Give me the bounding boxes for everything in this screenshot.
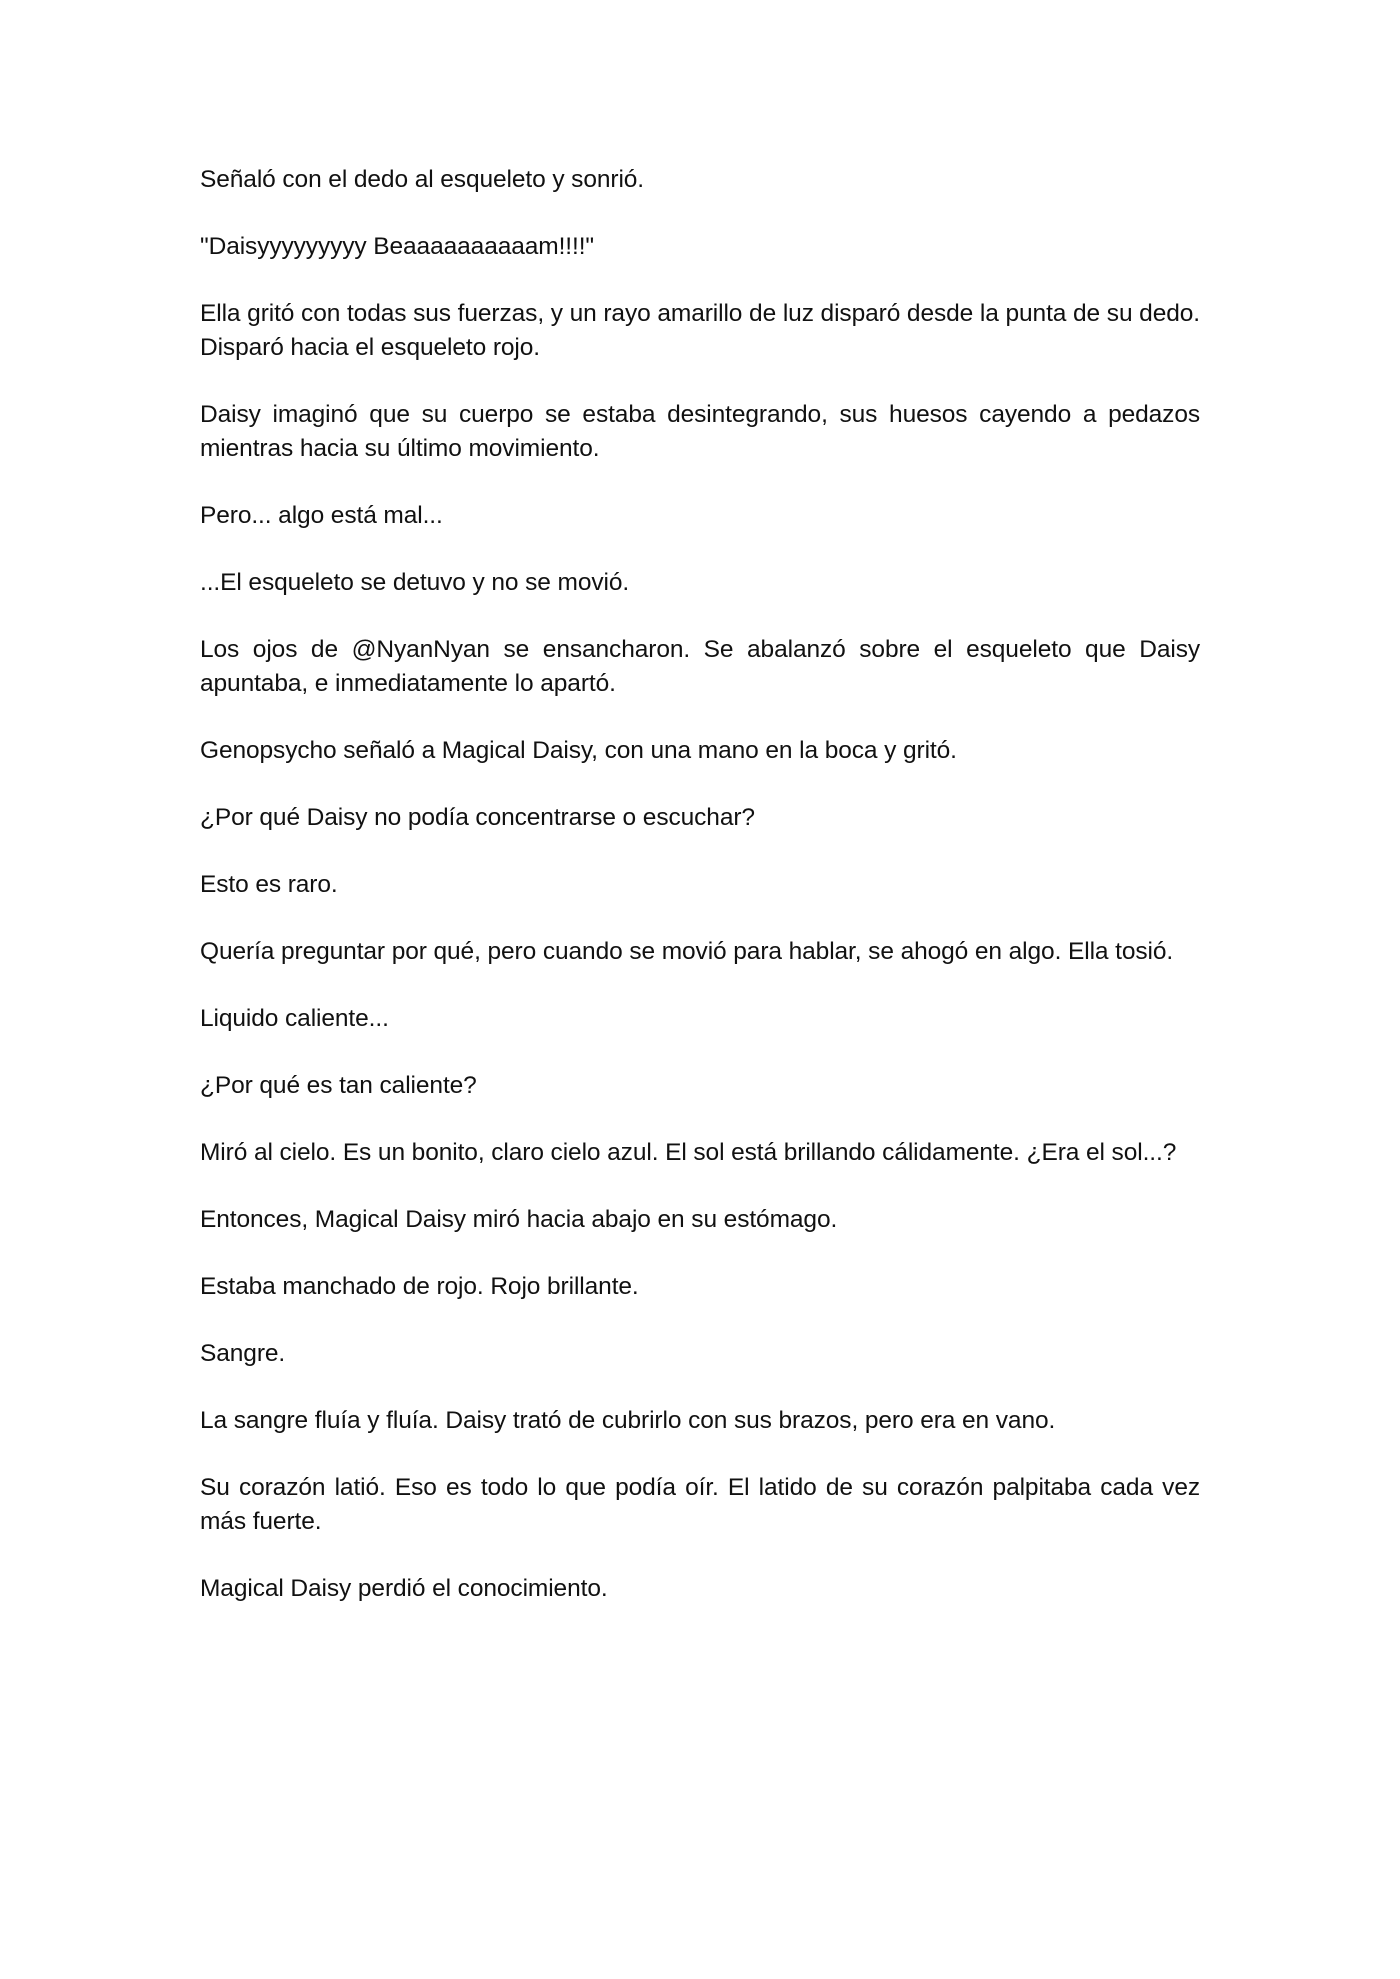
paragraph: Liquido caliente... [200, 1005, 389, 1032]
paragraph: Entonces, Magical Daisy miró hacia abajo en su estómago. [200, 1206, 838, 1233]
paragraph: Miró al cielo. Es un bonito, claro cielo azul. El sol está brillando cálidamente. ¿Era el sol...? [200, 1139, 1177, 1166]
paragraph: Ella gritó con todas sus fuerzas, y un rayo amarillo de luz disparó desde la punta de su dedo. Disparó hacia el esqueleto rojo. [200, 300, 1200, 361]
paragraph: Magical Daisy perdió el conocimiento. [200, 1575, 608, 1602]
paragraph: Esto es raro. [200, 871, 338, 898]
paragraph: Daisy imaginó que su cuerpo se estaba desintegrando, sus huesos cayendo a pedazos mientras hacia su último movimiento. [200, 401, 1200, 462]
paragraph: ¿Por qué es tan caliente? [200, 1072, 477, 1099]
paragraph: Su corazón latió. Eso es todo lo que podía oír. El latido de su corazón palpitaba cada vez más fuerte. [200, 1474, 1200, 1535]
text-body [200, 163, 1200, 1639]
paragraph: Estaba manchado de rojo. Rojo brillante. [200, 1273, 639, 1300]
paragraph: Pero... algo está mal... [200, 502, 443, 529]
paragraph: Señaló con el dedo al esqueleto y sonrió. [200, 166, 645, 193]
paragraph: Quería preguntar por qué, pero cuando se movió para hablar, se ahogó en algo. Ella tosió. [200, 938, 1174, 965]
paragraph: "Daisyyyyyyyyy Beaaaaaaaaaam!!!!" [200, 233, 595, 260]
paragraph: La sangre fluía y fluía. Daisy trató de cubrirlo con sus brazos, pero era en vano. [200, 1407, 1056, 1434]
paragraph: ...El esqueleto se detuvo y no se movió. [200, 569, 630, 596]
paragraph: ¿Por qué Daisy no podía concentrarse o escuchar? [200, 804, 755, 831]
paragraph: Los ojos de @NyanNyan se ensancharon. Se abalanzó sobre el esqueleto que Daisy apuntaba, e inmediatamente lo apartó. [200, 636, 1200, 697]
paragraph: Sangre. [200, 1340, 286, 1367]
paragraph: Genopsycho señaló a Magical Daisy, con una mano en la boca y gritó. [200, 737, 957, 764]
